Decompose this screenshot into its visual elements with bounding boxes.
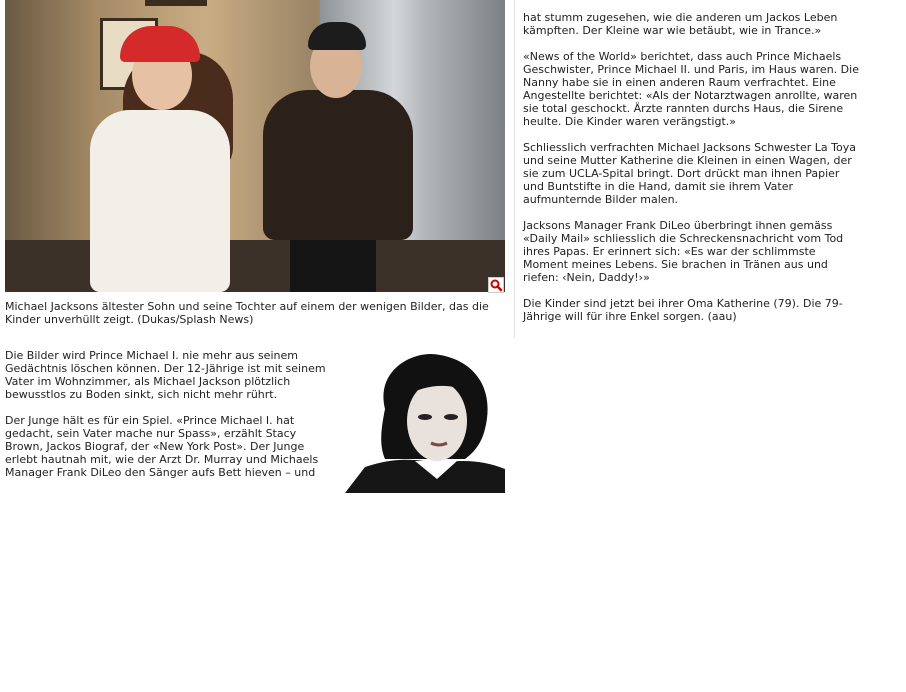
photo-frame-top bbox=[145, 0, 207, 6]
paragraph: Jacksons Manager Frank DiLeo überbringt ihnen gemäss «Daily Mail» schliesslich die Schreckensnachricht vom Tod ihres Papas. Er erinnert sich: «Es war der schlimmste Moment meines Lebens. Sie brachen in Tränen aus und riefen: ‹Nein, Daddy!›» bbox=[523, 219, 844, 284]
paragraph: Die Kinder sind jetzt bei ihrer Oma Katherine (79). Die 79-Jährige will für ihre Enkel sorgen. (aau) bbox=[523, 297, 843, 323]
paragraph: Die Bilder wird Prince Michael I. nie mehr aus seinem Gedächtnis löschen können. Der 12-Jährige ist mit seinem Vater im Wohnzimmer, als Michael Jackson plötzlich bewusstlos zu Boden sinkt, sich nicht mehr rührt. bbox=[5, 349, 326, 401]
article-photo[interactable] bbox=[5, 0, 505, 292]
photo-boy-cap bbox=[308, 22, 366, 50]
paragraph: hat stumm zugesehen, wie die anderen um Jackos Leben kämpften. Der Kleine war wie betäubt, wie in Trance.» bbox=[523, 11, 838, 37]
article-body-left bbox=[5, 349, 333, 492]
paragraph: «News of the World» berichtet, dass auch Prince Michaels Geschwister, Prince Michael II. und Paris, im Haus waren. Die Nanny habe sie in einen anderen Raum verfrachtet. Eine Angestellte berichtet: «Als der Notarztwagen anrollte, waren sie total geschockt. Ärzte rannten durchs Haus, die Sirene heulte. Die Kinder waren verängstigt.» bbox=[523, 50, 859, 128]
photo-caption: Michael Jacksons ältester Sohn und seine Tochter auf einem der wenigen Bilder, das die Kinder unverhüllt zeigt. (Dukas/Splash News) bbox=[5, 300, 489, 326]
photo-boy-jacket bbox=[263, 90, 413, 240]
portrait-graphic bbox=[345, 349, 505, 493]
paragraph: Schliesslich verfrachten Michael Jacksons Schwester La Toya und seine Mutter Katherine die Kleinen in einen Wagen, der sie zum UCLA-Spital bringt. Dort drückt man ihnen Papier und Buntstifte in die Hand, damit sie ihrem Vater aufmunternde Bilder malen. bbox=[523, 141, 856, 206]
article-body-right bbox=[523, 11, 863, 336]
column-divider bbox=[514, 0, 515, 338]
photo-girl-cap bbox=[120, 26, 200, 62]
photo-boy-legs bbox=[290, 236, 376, 292]
photo-girl-jacket bbox=[90, 110, 230, 292]
magnifier-icon-graphic bbox=[489, 278, 503, 292]
photo-floor bbox=[5, 240, 505, 292]
paragraph: Der Junge hält es für ein Spiel. «Prince Michael I. hat gedacht, sein Vater mache nur Spass», erzählt Stacy Brown, Jackos Biograf, der «New York Post». Der Junge erlebt hautnah mit, wie der Arzt Dr. Murray und Michaels Manager Frank DiLeo den Sänger aufs Bett hieven – und bbox=[5, 414, 319, 479]
portrait-photo bbox=[345, 349, 505, 493]
magnifier-icon[interactable] bbox=[488, 277, 504, 293]
